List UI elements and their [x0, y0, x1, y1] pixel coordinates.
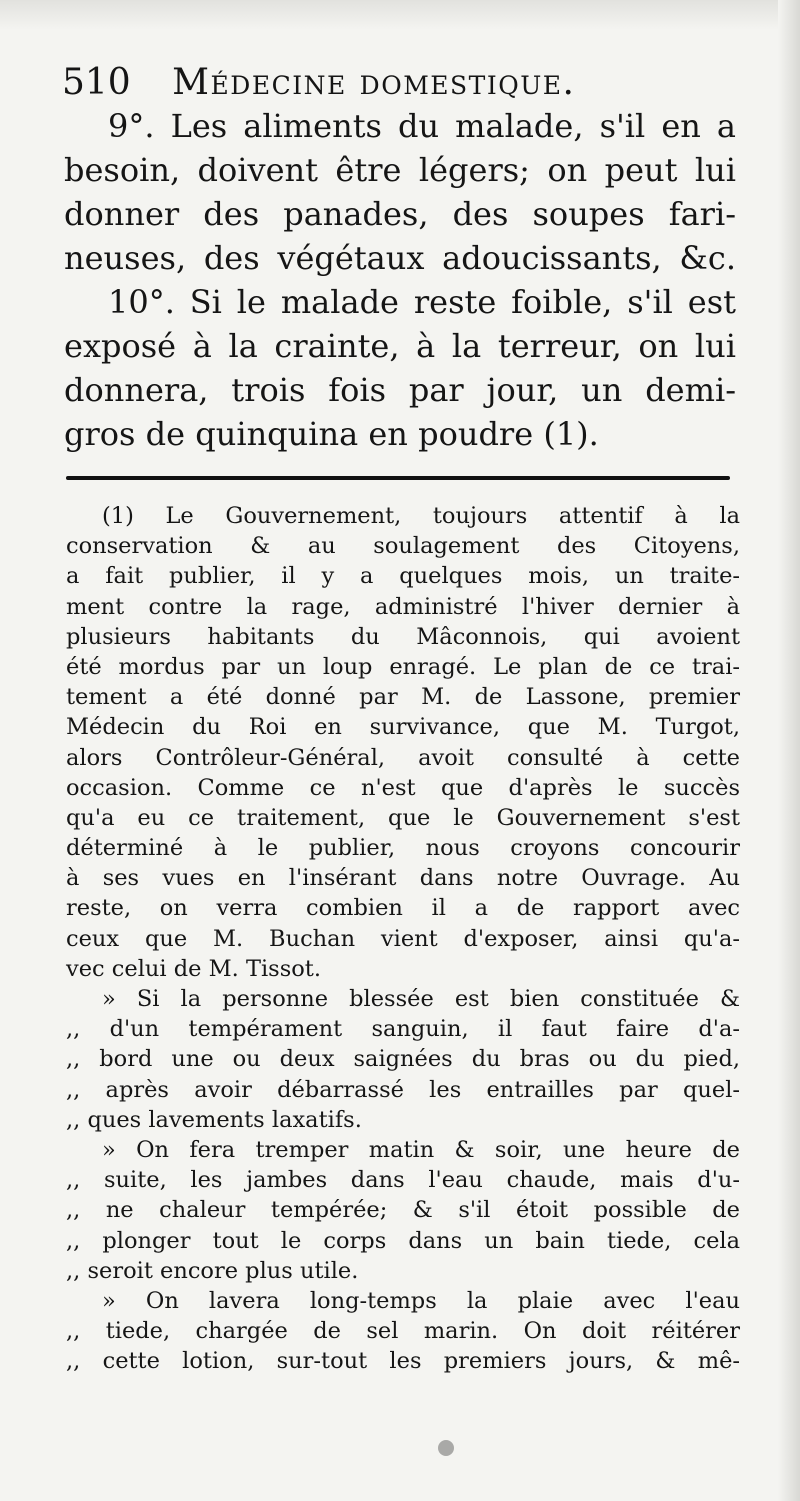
- main-line: 9°. Les aliments du malade, s'il en a: [108, 107, 736, 145]
- footnote-line: à ses vues en l'insérant dans notre Ouvrage. Au: [66, 865, 740, 892]
- main-line: besoin, doivent être légers; on peut lui: [64, 151, 736, 189]
- quoted-line: ,, d'un tempérament sanguin, il faut faire d'a-: [66, 1016, 740, 1043]
- page-edge-shadow: [778, 0, 800, 1501]
- quoted-line: ,, cette lotion, sur-tout les premiers jours, & mê-: [66, 1348, 740, 1375]
- quoted-line: » On lavera long-temps la plaie avec l'eau: [102, 1287, 740, 1314]
- main-text-block: [64, 104, 736, 456]
- main-line: donnera, trois fois par jour, un demi-: [64, 371, 736, 409]
- footnote-line: été mordus par un loup enragé. Le plan de ce trai-: [66, 653, 740, 680]
- footnote-separator-rule: [66, 476, 730, 480]
- page-top-shadow: [0, 0, 800, 30]
- footnote-line: alors Contrôleur-Général, avoit consulté à cette: [66, 744, 740, 771]
- footnote-line: plusieurs habitants du Mâconnois, qui avoient: [66, 623, 740, 650]
- ink-stain: [438, 1440, 454, 1456]
- main-line: 10°. Si le malade reste foible, s'il est: [108, 283, 736, 321]
- footnote-line: a fait publier, il y a quelques mois, un traite-: [66, 563, 740, 590]
- quoted-line: » Si la personne blessée est bien constituée &: [102, 986, 740, 1012]
- running-title: Médecine domestique.: [172, 62, 576, 103]
- main-line: donner des panades, des soupes fari-: [64, 195, 736, 233]
- footnote-line: vec celui de M. Tissot.: [66, 955, 321, 982]
- footnote-line: conservation & au soulagement des Citoyens,: [66, 533, 740, 560]
- footnote-line: qu'a eu ce traitement, que le Gouvernement s'est: [66, 804, 740, 831]
- quoted-line: ,, ques lavements laxatifs.: [66, 1106, 362, 1133]
- footnote-line: Médecin du Roi en survivance, que M. Turgot,: [66, 714, 740, 741]
- main-line: neuses, des végétaux adoucissants, &c.: [64, 239, 736, 277]
- quoted-line: ,, après avoir débarrassé les entrailles par quel-: [66, 1076, 740, 1103]
- main-line: gros de quinquina en poudre (1).: [64, 415, 599, 453]
- quoted-line: ,, bord une ou deux saignées du bras ou du pied,: [66, 1046, 740, 1073]
- footnote-line: tement a été donné par M. de Lassone, premier: [66, 684, 740, 711]
- quoted-line: ,, suite, les jambes dans l'eau chaude, mais d'u-: [66, 1167, 740, 1194]
- footnote-line: ceux que M. Buchan vient d'exposer, ainsi qu'a-: [66, 925, 740, 952]
- page-header: [62, 60, 742, 106]
- quoted-line: ,, tiede, chargée de sel marin. On doit réitérer: [66, 1318, 740, 1345]
- footnote-line: occasion. Comme ce n'est que d'après le succès: [66, 774, 740, 801]
- footnote-line: (1) Le Gouvernement, toujours attentif à la: [102, 503, 740, 529]
- page-number: 510: [62, 62, 131, 103]
- quoted-line: ,, plonger tout le corps dans un bain tiede, cela: [66, 1227, 740, 1254]
- main-line: exposé à la crainte, à la terreur, on lui: [64, 327, 736, 365]
- quoted-line: ,, ne chaleur tempérée; & s'il étoit possible de: [66, 1197, 740, 1224]
- quoted-line: » On fera tremper matin & soir, une heure de: [102, 1136, 740, 1163]
- footnote-block: [66, 501, 740, 1376]
- quoted-line: ,, seroit encore plus utile.: [66, 1257, 359, 1284]
- footnote-line: déterminé à le publier, nous croyons concourir: [66, 835, 740, 862]
- footnote-line: ment contre la rage, administré l'hiver dernier à: [66, 593, 740, 620]
- footnote-line: reste, on verra combien il a de rapport avec: [66, 895, 740, 922]
